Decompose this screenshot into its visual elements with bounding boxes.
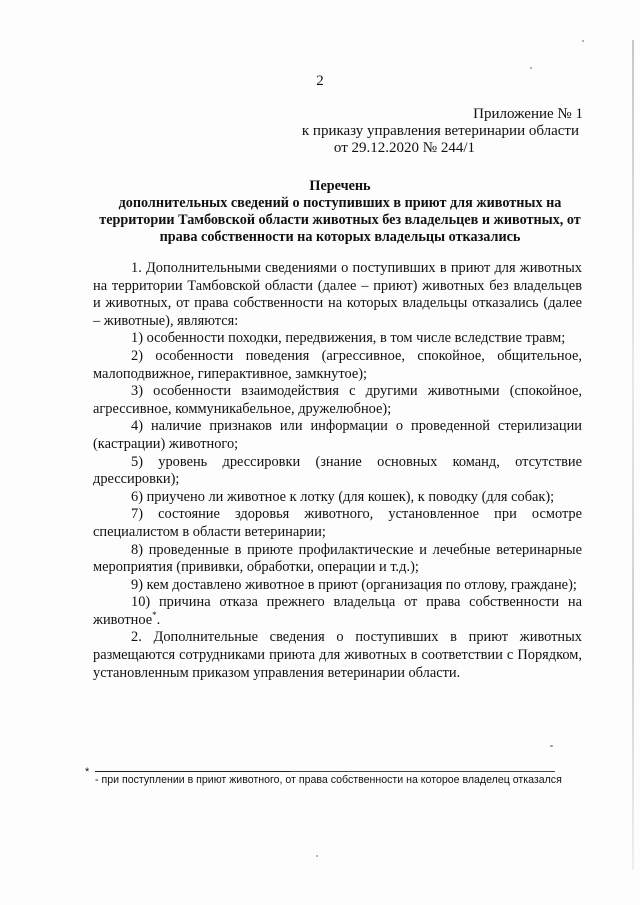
- scan-speck: [550, 745, 553, 747]
- list-item-10-text: 10) причина отказа прежнего владельца от права собственности на животное: [93, 594, 582, 628]
- title-heading: Перечень: [309, 178, 371, 194]
- appendix-title: Приложение № 1: [473, 106, 583, 122]
- footnote-marker: *: [85, 766, 90, 778]
- paragraph-2: 2. Дополнительные сведения о поступивших в приют животных размещаются сотрудниками приюта для животных в соответствии с Порядком, установленным приказом управления ветеринарии области.: [93, 629, 582, 681]
- list-item: 3) особенности взаимодействия с другими животными (спокойное, агрессивное, коммуникабельное, дружелюбное);: [93, 383, 582, 417]
- list-item: 1) особенности походки, передвижения, в том числе вследствие травм;: [131, 330, 566, 347]
- list-item: 8) проведенные в приюте профилактические и лечебные ветеринарные мероприятия (прививки, обработки, операции и т.д.);: [93, 541, 582, 576]
- scan-edge: [632, 40, 634, 870]
- list-item-10: [93, 594, 582, 629]
- document-title: [80, 178, 600, 246]
- list-item: 7) состояние здоровья животного, установленное при осмотре специалистом в области ветеринарии;: [93, 506, 582, 540]
- paragraph-1-intro: 1. Дополнительными сведениями о поступивших в приют для животных на территории Тамбовской области (далее – приют) животных без владельцев и животных, от права собственности на которых владельцы отказались (далее – животные), являются:: [93, 260, 582, 329]
- footnote-separator: [95, 771, 290, 772]
- footnote: [85, 766, 585, 787]
- document-body: [93, 260, 582, 682]
- footnote-reference: *: [152, 610, 157, 621]
- list-item: 6) приучено ли животное к лотку (для кошек), к поводку (для собак);: [131, 488, 555, 505]
- scan-speck: [530, 67, 532, 69]
- list-item: 5) уровень дрессировки (знание основных команд, отсутствие дрессировки);: [93, 453, 582, 488]
- appendix-order-ref: к приказу управления ветеринарии области: [301, 123, 579, 139]
- scan-speck: [582, 40, 584, 42]
- list-item: 9) кем доставлено животное в приют (организация по отлову, граждане);: [131, 576, 577, 593]
- list-item: 2) особенности поведения (агрессивное, спокойное, общительное, малоподвижное, гиперактивное, замкнутое);: [93, 347, 582, 382]
- list-item: 4) наличие признаков или информации о проведенной стерилизации (кастрации) животного;: [93, 418, 582, 452]
- footnote-separator-extension: [290, 771, 555, 772]
- page-number: 2: [316, 73, 324, 89]
- appendix-order-date: от 29.12.2020 № 244/1: [333, 140, 475, 156]
- title-subtitle: дополнительных сведений о поступивших в приют для животных на территории Тамбовской области животных без владельцев и животных, от права собственности на которых владельцы отказались: [99, 195, 581, 245]
- footnote-text: - при поступлении в приют животного, от права собственности на которое владелец отказался: [95, 774, 562, 786]
- appendix-header: [302, 106, 583, 157]
- scan-speck: [316, 855, 318, 857]
- list-item-10-end: .: [156, 611, 161, 628]
